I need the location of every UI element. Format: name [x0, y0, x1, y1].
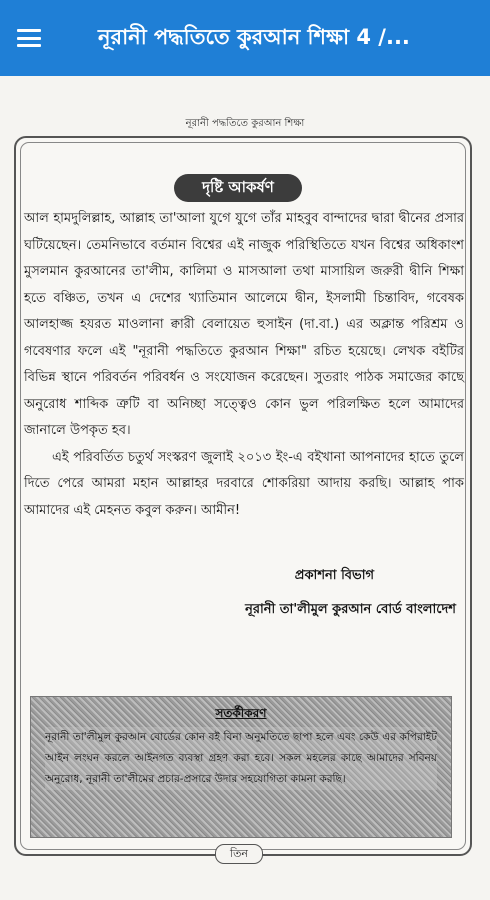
app-bar	[0, 0, 490, 76]
app-title: নূরানী পদ্ধতিতে কুরআন শিক্ষা 4 /...	[98, 24, 410, 49]
signature-department: প্রকাশনা বিভাগ	[294, 568, 374, 583]
running-head: নূরানী পদ্ধতিতে কুরআন শিক্ষা	[185, 118, 305, 129]
menu-bars	[17, 29, 41, 47]
notice-text: নূরানী তা'লীমুল কুরআন বোর্ডের কোন বই বিনা অনুমতিতে ছাপা হলে এবং কেউ এর কপিরাইট আইন লংঘন করলে আইনগত ব্যবস্থা গ্রহণ করা হবে। সকল মহলের কাছে আমাদের সবিনয় অনুরোধ, নূরানী তা'লীমের প্রচার-প্রসারে উদার সহযোগিতা কামনা করছি।	[45, 727, 437, 790]
paragraph-1: আল হামদুলিল্লাহ, আল্লাহ তা'আলা যুগে যুগে তাঁর মাহবুব বান্দাদের দ্বারা দ্বীনের প্রসার ঘটিয়েছেন। তেমনিভাবে বর্তমান বিশ্বের এই নাজুক পরিস্থিতিতে যখন বিশ্বের অধিকাংশ মুসলমান কুরআনের তা'লীম, কালিমা ও মাসআলা তথা মাসায়িল জরুরী দ্বীনি শিক্ষা হতে বঞ্চিত, তখন এ দেশের খ্যাতিমান আলেমে দ্বীন, ইসলামী চিন্তাবিদ, গবেষক আলহাজ্জ হযরত মাওলানা ক্বারী বেলায়েত হুসাইন (দা.বা.) এর অক্লান্ত পরিশ্রম ও গবেষণার ফলে এই "নূরানী পদ্ধতিতে কুরআন শিক্ষা" রচিত হয়েছে। লেখক বইটির বিভিন্ন স্থানে পরিবর্তন পরিবর্ধন ও সংযোজন করেছেন। সুতরাং পাঠক সমাজের কাছে অনুরোধ শাব্দিক ত্রুটি বা অনিচ্ছা সত্ত্বেও কোন ভুল পরিলক্ষিত হলে আমাদের জানালে উপকৃত হব।	[24, 211, 464, 438]
hamburger-menu-icon[interactable]	[0, 0, 58, 76]
body-text	[24, 206, 464, 524]
notice-title: সতর্কীকরণ	[215, 706, 267, 720]
scanned-page	[0, 76, 490, 900]
paragraph-2: এই পরিবর্তিত চতুর্থ সংস্করণ জুলাই ২০১৩ ইং-এ বইখানা আপনাদের হাতে তুলে দিতে পেরে আমরা মহান আল্লাহর দরবারে শোকরিয়া আদায় করছি। আল্লাহ পাক আমাদের এই মেহনত কবুল করুন। আমীন!	[24, 449, 464, 518]
page-number: তিন	[215, 844, 263, 864]
page-viewer[interactable]	[0, 76, 490, 900]
signature-organization: নূরানী তা'লীমুল কুরআন বোর্ড বাংলাদেশ	[245, 602, 456, 617]
warning-notice-box	[30, 696, 452, 838]
section-heading: দৃষ্টি আকর্ষণ	[174, 174, 302, 202]
